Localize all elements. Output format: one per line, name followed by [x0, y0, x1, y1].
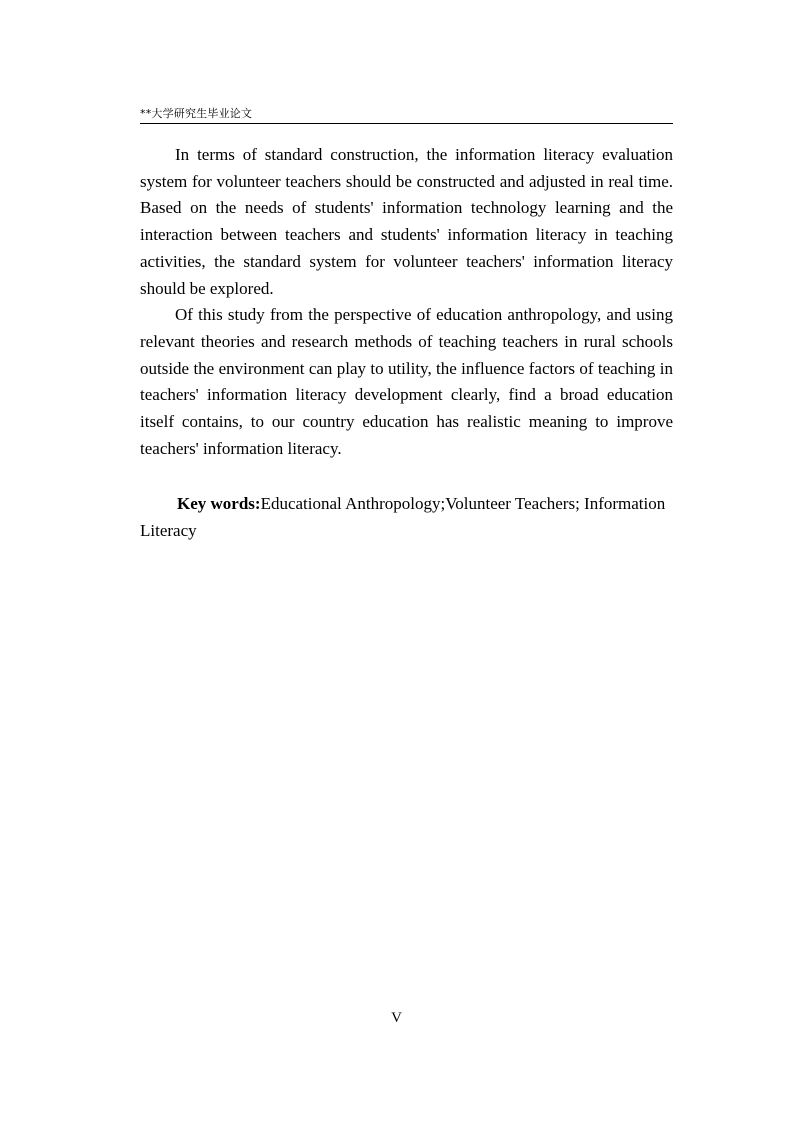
abstract-paragraph-2: Of this study from the perspective of education anthropology, and using relevant theories and research methods of teaching teachers in rural schools outside the environment can play to utility, the influence factors of teaching in teachers' information literacy development clearly, find a broad education itself contains, to our country education has realistic meaning to improve teachers' information literacy.	[140, 305, 673, 458]
page-number: V	[391, 1010, 402, 1026]
keywords-label: Key words:	[177, 494, 261, 513]
abstract-body	[140, 142, 673, 462]
keywords-text: Educational Anthropology;Volunteer Teachers; Information Literacy	[140, 494, 666, 540]
abstract-paragraph-1: In terms of standard construction, the information literacy evaluation system for volunteer teachers should be constructed and adjusted in real time. Based on the needs of students' information technology learning and the interaction between teachers and students' information literacy in teaching activities, the standard system for volunteer teachers' information literacy should be explored.	[140, 145, 673, 298]
keywords	[140, 490, 673, 544]
running-header: **大学研究生毕业论文	[140, 107, 253, 120]
header-rule	[140, 123, 673, 124]
